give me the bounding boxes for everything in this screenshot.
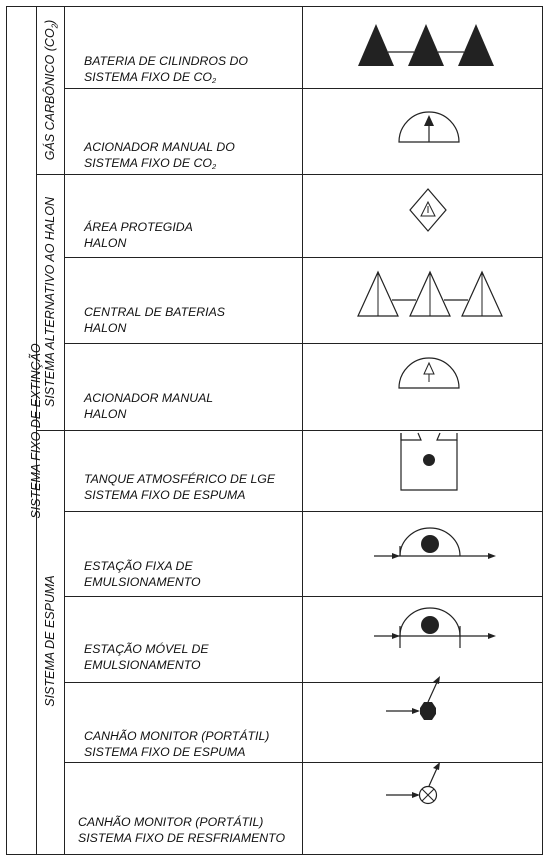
manual-actuator-halon-icon bbox=[394, 352, 464, 398]
row-7-line2: EMULSIONAMENTO bbox=[84, 575, 201, 589]
group-label-co2-close: ) bbox=[43, 19, 57, 24]
monitor-cannon-foam-icon bbox=[384, 674, 446, 726]
row-description-6 bbox=[84, 471, 275, 503]
row-10-line2: SISTEMA FIXO DE RESFRIAMENTO bbox=[78, 831, 286, 845]
row-2-line2: SISTEMA FIXO DE CO bbox=[84, 156, 212, 170]
row-description-2 bbox=[84, 139, 235, 175]
mobile-emulsion-station-icon bbox=[370, 604, 500, 654]
row-9-line2: SISTEMA FIXO DE ESPUMA bbox=[84, 745, 246, 759]
group-label-halon-text: SISTEMA ALTERNATIVO AO HALON bbox=[43, 197, 57, 407]
atmospheric-tank-lge-icon bbox=[396, 430, 462, 496]
row-7-line1: ESTAÇÃO FIXA DE bbox=[84, 559, 193, 573]
row-description-10 bbox=[78, 814, 285, 846]
group-label-foam bbox=[42, 561, 58, 721]
group-label-co2-text: GÁS CARBÔNICO (CO bbox=[43, 28, 57, 161]
row-1-line2: SISTEMA FIXO DE CO bbox=[84, 70, 212, 84]
row-5-line2: HALON bbox=[84, 407, 127, 421]
group-label-co2-subscript: 2 bbox=[50, 23, 60, 29]
manual-actuator-co2-icon bbox=[394, 104, 464, 154]
fixed-emulsion-station-icon bbox=[370, 524, 500, 570]
row-4-line1: CENTRAL DE BATERIAS bbox=[84, 305, 225, 319]
row-description-3 bbox=[84, 219, 193, 251]
row-4-line2: HALON bbox=[84, 321, 127, 335]
row-3-line1: ÁREA PROTEGIDA bbox=[84, 220, 193, 234]
row-description-1 bbox=[84, 53, 248, 89]
group-label-foam-text: SISTEMA DE ESPUMA bbox=[43, 575, 57, 707]
row-description-4 bbox=[84, 304, 225, 336]
row-2-line1: ACIONADOR MANUAL DO bbox=[84, 140, 235, 154]
row-1-line1: BATERIA DE CILINDROS DO bbox=[84, 54, 248, 68]
group-separator-halon bbox=[36, 430, 543, 431]
row-separator bbox=[64, 682, 543, 683]
row-description-5 bbox=[84, 390, 213, 422]
group-label-co2 bbox=[42, 10, 58, 170]
monitor-cannon-cooling-icon bbox=[384, 760, 446, 810]
main-section-label-text: SISTEMA FIXO DE EXTINÇÃO bbox=[29, 343, 43, 519]
row-6-line1: TANQUE ATMOSFÉRICO DE LGE bbox=[84, 472, 276, 486]
row-3-line2: HALON bbox=[84, 236, 127, 250]
protected-area-halon-icon bbox=[406, 186, 450, 236]
cylinder-battery-co2-icon bbox=[350, 18, 510, 74]
row-6-line2: SISTEMA FIXO DE ESPUMA bbox=[84, 488, 246, 502]
row-10-line1: CANHÃO MONITOR (PORTÁTIL) bbox=[78, 815, 264, 829]
row-separator bbox=[64, 596, 543, 597]
row-5-line1: ACIONADOR MANUAL bbox=[84, 391, 214, 405]
row-9-line1: CANHÃO MONITOR (PORTÁTIL) bbox=[84, 729, 270, 743]
row-description-8 bbox=[84, 641, 209, 673]
row-separator bbox=[64, 762, 543, 763]
battery-central-halon-icon bbox=[352, 268, 508, 324]
row-separator bbox=[64, 343, 543, 344]
row-description-9 bbox=[84, 728, 269, 760]
row-description-7 bbox=[84, 558, 201, 590]
row-8-line1: ESTAÇÃO MÓVEL DE bbox=[84, 642, 209, 656]
row-2-line2-subscript: 2 bbox=[212, 162, 217, 171]
row-separator bbox=[64, 257, 543, 258]
row-8-line2: EMULSIONAMENTO bbox=[84, 658, 201, 672]
row-separator bbox=[64, 511, 543, 512]
group-label-halon bbox=[42, 182, 58, 422]
row-1-line2-subscript: 2 bbox=[212, 76, 217, 85]
